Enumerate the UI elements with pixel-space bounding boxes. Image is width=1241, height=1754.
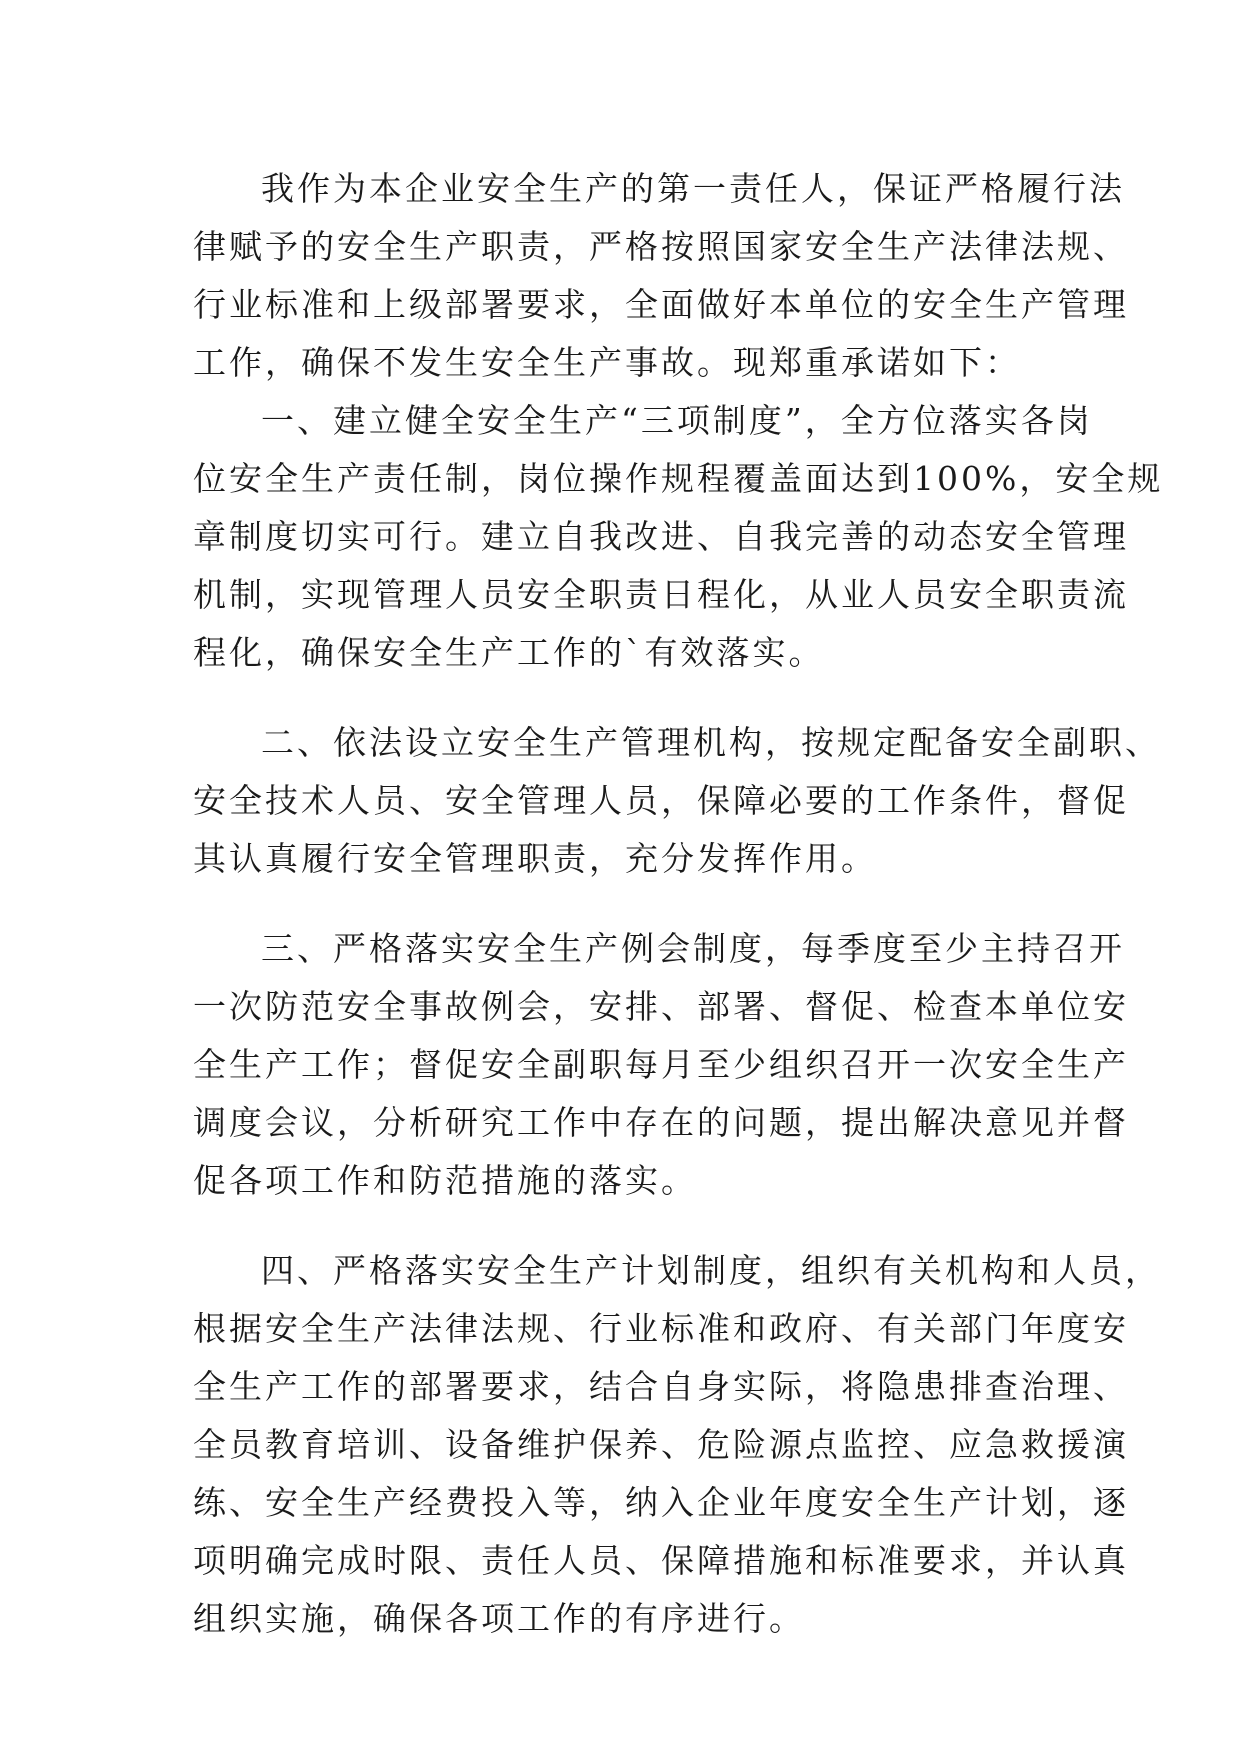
paragraph-item-3 — [193, 920, 1129, 1210]
text-line: 全生产工作；督促安全副职每月至少组织召开一次安全生产 — [193, 1045, 1129, 1084]
text-line: 根据安全生产法律法规、行业标准和政府、有关部门年度安 — [193, 1309, 1129, 1348]
paragraph-item-1 — [193, 392, 1164, 682]
text-line: 组织实施，确保各项工作的有序进行。 — [193, 1599, 805, 1638]
document-body — [193, 160, 1164, 1648]
text-line: 全生产工作的部署要求，结合自身实际，将隐患排查治理、 — [193, 1367, 1129, 1406]
text-line: 一、建立健全安全生产“三项制度”，全方位落实各岗 — [261, 401, 1093, 440]
text-line: 四、严格落实安全生产计划制度，组织有关机构和人员， — [261, 1251, 1161, 1290]
text-line: 机制，实现管理人员安全职责日程化，从业人员安全职责流 — [193, 575, 1129, 614]
text-line: 一次防范安全事故例会，安排、部署、督促、检查本单位安 — [193, 987, 1129, 1026]
text-line: 调度会议，分析研究工作中存在的问题，提出解决意见并督 — [193, 1103, 1129, 1142]
text-line: 工作，确保不发生安全生产事故。现郑重承诺如下： — [193, 343, 1021, 382]
text-line: 练、安全生产经费投入等，纳入企业年度安全生产计划，逐 — [193, 1483, 1129, 1522]
text-line: 三、严格落实安全生产例会制度，每季度至少主持召开 — [261, 929, 1125, 968]
paragraph-gap — [193, 888, 1063, 920]
text-line: 程化，确保安全生产工作的`有效落实。 — [193, 633, 825, 672]
text-line: 二、依法设立安全生产管理机构，按规定配备安全副职、 — [261, 723, 1161, 762]
text-line: 项明确完成时限、责任人员、保障措施和标准要求，并认真 — [193, 1541, 1129, 1580]
text-line: 其认真履行安全管理职责，充分发挥作用。 — [193, 839, 877, 878]
text-line: 位安全生产责任制，岗位操作规程覆盖面达到100%，安全规 — [193, 459, 1164, 498]
text-line: 安全技术人员、安全管理人员，保障必要的工作条件，督促 — [193, 781, 1129, 820]
paragraph-gap — [193, 682, 1063, 714]
paragraph-item-4 — [193, 1242, 1161, 1648]
paragraph-item-2 — [193, 714, 1161, 888]
text-line: 促各项工作和防范措施的落实。 — [193, 1161, 697, 1200]
paragraph-gap — [193, 1210, 1063, 1242]
text-line: 行业标准和上级部署要求，全面做好本单位的安全生产管理 — [193, 285, 1129, 324]
text-line: 全员教育培训、设备维护保养、危险源点监控、应急救援演 — [193, 1425, 1129, 1464]
text-line: 章制度切实可行。建立自我改进、自我完善的动态安全管理 — [193, 517, 1129, 556]
text-line: 我作为本企业安全生产的第一责任人，保证严格履行法 — [261, 169, 1125, 208]
text-line: 律赋予的安全生产职责，严格按照国家安全生产法律法规、 — [193, 227, 1129, 266]
paragraph-commitment-intro — [193, 160, 1129, 392]
